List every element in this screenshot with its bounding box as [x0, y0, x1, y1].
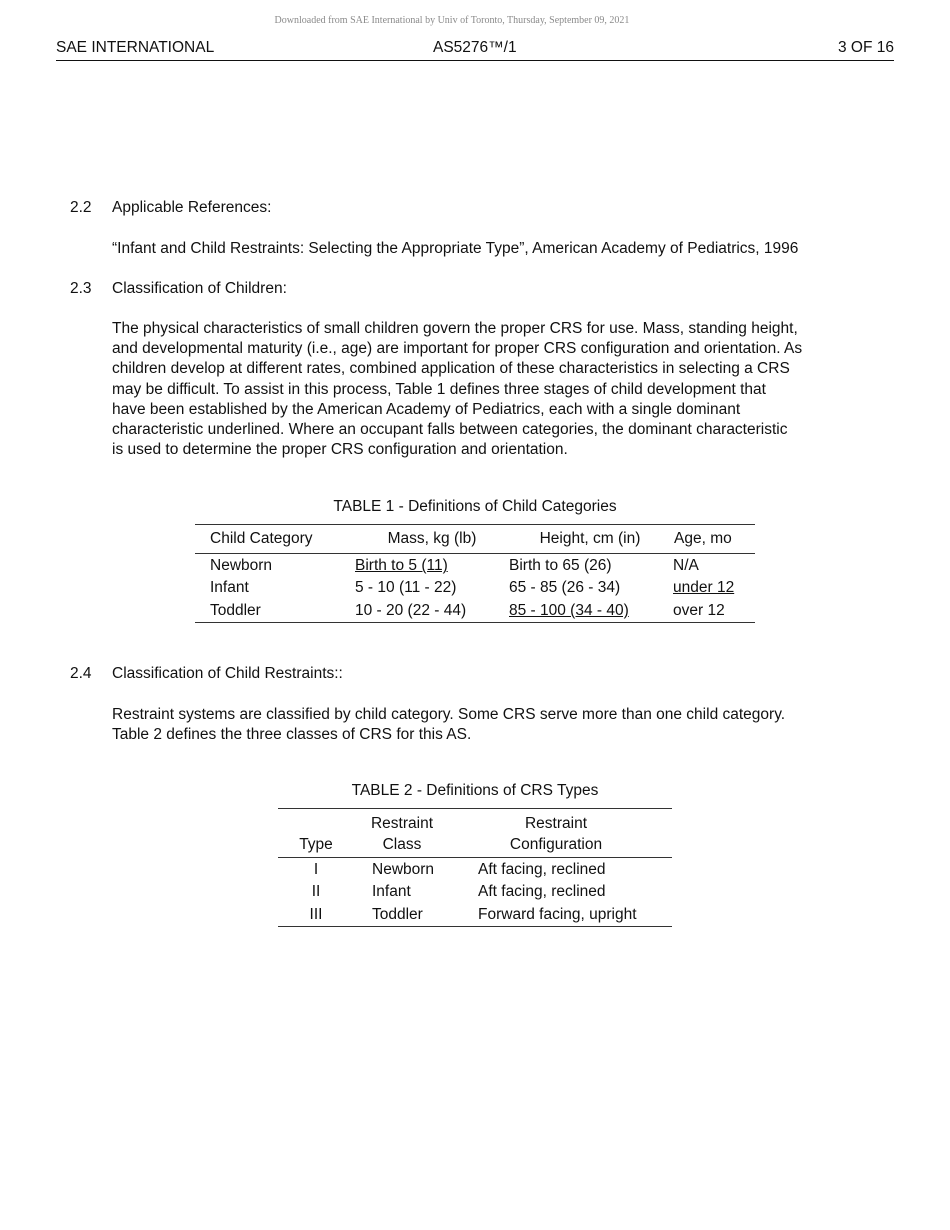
table-row [195, 577, 755, 600]
table-cell: Newborn [210, 557, 273, 575]
dominant-characteristic: Birth to 5 (11) [355, 557, 448, 575]
paragraph-line: Table 2 defines the three classes of CRS for this AS. [112, 726, 472, 744]
column-header: Age, mo [671, 525, 755, 554]
table-header-row [195, 525, 755, 554]
paragraph-line: have been established by the American Academy of Pediatrics, each with a single dominant [112, 400, 741, 418]
table-cell: Toddler [372, 905, 423, 923]
header-line: Class [382, 836, 422, 853]
page-header [56, 38, 894, 61]
paragraph-line: is used to determine the proper CRS configuration and orientation. [112, 441, 568, 459]
column-header: Mass, kg (lb) [355, 525, 509, 554]
paragraph-line: and developmental maturity (i.e., age) are important for proper CRS configuration and orientation. As [112, 340, 803, 358]
reference-text: “Infant and Child Restraints: Selecting the Appropriate Type”, American Academy of Pediatrics, 1996 [112, 240, 799, 257]
table-row [195, 554, 755, 577]
table-cell: over 12 [673, 601, 725, 619]
section-2-3-title: Classification of Children: [112, 280, 287, 297]
table-1-child-categories [195, 524, 755, 623]
column-header: Type [278, 809, 354, 858]
table-cell: 65 - 85 (26 - 34) [509, 579, 621, 596]
paragraph-line: The physical characteristics of small children govern the proper CRS for use. Mass, standing height, [112, 320, 798, 337]
table-cell [355, 554, 509, 577]
table-row [195, 600, 755, 623]
table-header-row [278, 809, 672, 858]
header-line: Restraint [370, 815, 434, 832]
table-cell: Toddler [210, 601, 261, 619]
table-cell: Aft facing, reclined [478, 883, 606, 900]
header-line: Configuration [509, 836, 603, 853]
table-cell: 5 - 10 (11 - 22) [355, 579, 457, 596]
section-2-2-title: Applicable References: [112, 199, 272, 216]
table-cell: I [313, 861, 319, 879]
table-cell: 10 - 20 (22 - 44) [355, 601, 467, 619]
section-2-3-paragraph [112, 319, 802, 460]
table-cell: II [311, 883, 321, 900]
paragraph-line: children develop at different rates, combined application of these characteristics in selecting a CRS [112, 360, 790, 378]
column-header [354, 809, 458, 858]
table-row [278, 858, 672, 881]
table-cell: N/A [673, 557, 699, 575]
dominant-characteristic: 85 - 100 (34 - 40) [509, 601, 629, 619]
table-cell: III [309, 905, 323, 923]
download-watermark: Downloaded from SAE International by Univ of Toronto, Thursday, September 09, 2021 [274, 15, 630, 26]
table-cell: Infant [210, 579, 249, 596]
table-cell: Newborn [372, 861, 435, 879]
table-cell [509, 600, 671, 623]
paragraph-line: characteristic underlined. Where an occupant falls between categories, the dominant characteristic [112, 421, 788, 439]
section-2-2-number: 2.2 [70, 199, 92, 216]
header-document-id: AS5276™/1 [433, 39, 517, 56]
table-row [278, 904, 672, 927]
header-organization: SAE INTERNATIONAL [56, 39, 215, 56]
section-2-4-paragraph [112, 705, 785, 745]
section-2-4-number: 2.4 [70, 665, 92, 682]
section-2-2-reference [112, 239, 798, 259]
table-1-caption: TABLE 1 - Definitions of Child Categories [333, 498, 617, 515]
table-row [278, 881, 672, 904]
dominant-characteristic: under 12 [673, 579, 735, 596]
section-2-4-title: Classification of Child Restraints:: [112, 665, 343, 682]
section-2-3-number: 2.3 [70, 280, 92, 297]
column-header: Child Category [195, 525, 355, 554]
column-header [458, 809, 672, 858]
header-page-number: 3 OF 16 [838, 39, 894, 56]
table-cell: Forward facing, upright [478, 905, 637, 923]
paragraph-line: may be difficult. To assist in this process, Table 1 defines three stages of child development that [112, 380, 766, 398]
table-cell: Infant [372, 883, 411, 900]
table-cell: Aft facing, reclined [478, 861, 606, 879]
table-cell: Birth to 65 (26) [509, 557, 612, 575]
paragraph-line: Restraint systems are classified by child category. Some CRS serve more than one child category. [112, 706, 786, 723]
table-2-caption: TABLE 2 - Definitions of CRS Types [351, 782, 599, 799]
table-cell [671, 577, 755, 600]
column-header: Height, cm (in) [509, 525, 671, 554]
table-2-crs-types [278, 808, 672, 927]
header-line: Restraint [524, 815, 588, 832]
